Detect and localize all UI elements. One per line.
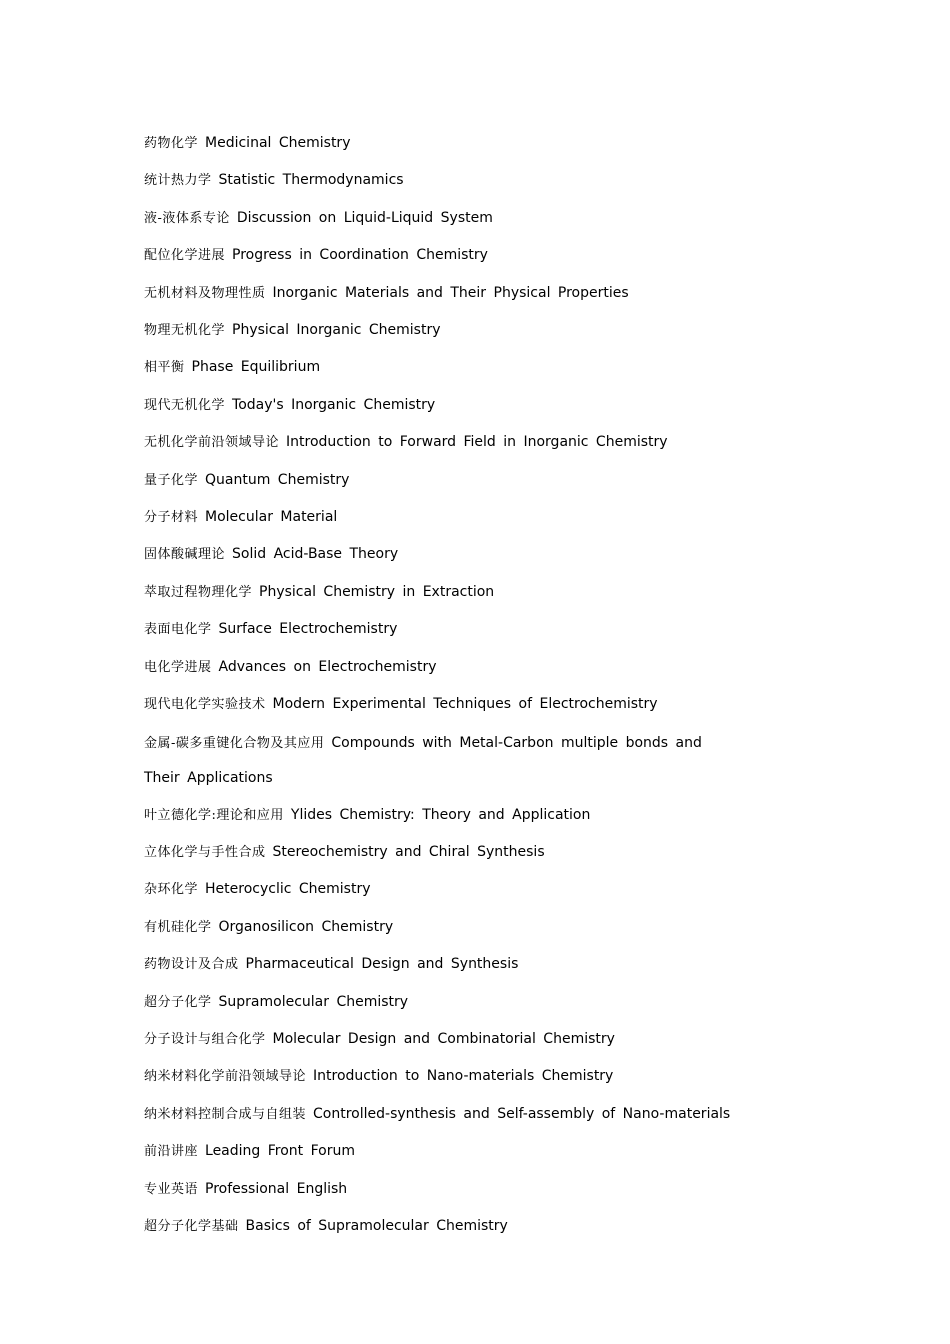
list-item xyxy=(144,1208,734,1245)
term-english: Physical Inorganic Chemistry xyxy=(232,322,441,339)
term-english: Stereochemistry and Chiral Synthesis xyxy=(272,843,545,860)
list-item xyxy=(144,1171,734,1208)
term-english: Compounds with Metal-Carbon multiple bonds and Their Applications xyxy=(144,734,702,786)
list-item xyxy=(144,984,734,1021)
term-chinese: 药物设计及合成 xyxy=(144,957,239,973)
term-chinese: 有机硅化学 xyxy=(144,919,212,935)
term-chinese: 叶立德化学:理论和应用 xyxy=(144,807,284,823)
term-english: Basics of Supramolecular Chemistry xyxy=(245,1217,508,1234)
term-chinese: 相平衡 xyxy=(144,360,185,376)
term-chinese: 萃取过程物理化学 xyxy=(144,584,253,600)
list-item xyxy=(144,724,734,797)
term-chinese: 前沿讲座 xyxy=(144,1144,199,1160)
list-item xyxy=(144,162,734,199)
term-chinese: 纳米材料化学前沿领域导论 xyxy=(144,1069,307,1085)
term-chinese: 电化学进展 xyxy=(144,659,212,675)
term-chinese: 物理无机化学 xyxy=(144,323,226,339)
list-item xyxy=(144,834,734,871)
term-chinese: 液-液体系专论 xyxy=(144,210,230,226)
term-english: Professional English xyxy=(205,1180,348,1197)
term-english: Heterocyclic Chemistry xyxy=(205,881,371,898)
term-chinese: 纳米材料控制合成与自组装 xyxy=(144,1106,307,1122)
list-item xyxy=(144,649,734,686)
list-item xyxy=(144,574,734,611)
term-chinese: 专业英语 xyxy=(144,1181,199,1197)
term-english: Statistic Thermodynamics xyxy=(218,172,404,189)
term-chinese: 超分子化学 xyxy=(144,994,212,1010)
term-english: Modern Experimental Techniques of Electrochemistry xyxy=(272,696,658,713)
term-english: Controlled-synthesis and Self-assembly of Nano-materials xyxy=(313,1105,731,1122)
term-english: Discussion on Liquid-Liquid System xyxy=(236,209,493,226)
list-item xyxy=(144,200,734,237)
term-english: Organosilicon Chemistry xyxy=(218,918,394,935)
term-english: Introduction to Forward Field in Inorganic Chemistry xyxy=(286,434,668,451)
list-item xyxy=(144,349,734,386)
list-item xyxy=(144,686,734,723)
list-item xyxy=(144,909,734,946)
term-chinese: 杂环化学 xyxy=(144,882,199,898)
term-english: Physical Chemistry in Extraction xyxy=(259,583,495,600)
list-item xyxy=(144,312,734,349)
term-english: Leading Front Forum xyxy=(205,1143,355,1160)
term-chinese: 统计热力学 xyxy=(144,173,212,189)
list-item xyxy=(144,1096,734,1133)
list-item xyxy=(144,424,734,461)
term-chinese: 量子化学 xyxy=(144,472,199,488)
term-english: Medicinal Chemistry xyxy=(205,135,351,151)
list-item xyxy=(144,125,734,162)
term-chinese: 超分子化学基础 xyxy=(144,1218,239,1234)
term-chinese: 无机化学前沿领域导论 xyxy=(144,435,280,451)
list-item xyxy=(144,1058,734,1095)
term-english: Molecular Design and Combinatorial Chemistry xyxy=(272,1030,615,1047)
term-english: Advances on Electrochemistry xyxy=(218,658,437,675)
term-chinese: 无机材料及物理性质 xyxy=(144,285,266,301)
term-english: Inorganic Materials and Their Physical Properties xyxy=(272,284,629,301)
list-item xyxy=(144,797,734,834)
term-chinese: 固体酸碱理论 xyxy=(144,547,226,563)
term-english: Ylides Chemistry: Theory and Application xyxy=(290,806,591,823)
term-english: Progress in Coordination Chemistry xyxy=(232,247,488,264)
term-chinese: 分子设计与组合化学 xyxy=(144,1031,266,1047)
term-english: Surface Electrochemistry xyxy=(218,621,398,638)
list-item xyxy=(144,1021,734,1058)
term-chinese: 药物化学 xyxy=(144,136,199,151)
list-item xyxy=(144,871,734,908)
term-english: Pharmaceutical Design and Synthesis xyxy=(245,956,519,973)
term-chinese: 配位化学进展 xyxy=(144,248,226,264)
list-item xyxy=(144,387,734,424)
term-chinese: 金属-碳多重键化合物及其应用 xyxy=(144,735,325,751)
list-item xyxy=(144,536,734,573)
list-item xyxy=(144,1133,734,1170)
course-term-list xyxy=(144,125,734,1245)
term-english: Supramolecular Chemistry xyxy=(218,993,409,1010)
term-chinese: 现代电化学实验技术 xyxy=(144,697,266,713)
list-item xyxy=(144,275,734,312)
term-english: Phase Equilibrium xyxy=(191,359,321,376)
term-english: Introduction to Nano-materials Chemistry xyxy=(313,1068,614,1085)
list-item xyxy=(144,611,734,648)
list-item xyxy=(144,462,734,499)
term-chinese: 表面电化学 xyxy=(144,622,212,638)
term-english: Molecular Material xyxy=(205,509,338,526)
term-chinese: 分子材料 xyxy=(144,510,199,526)
list-item xyxy=(144,499,734,536)
list-item xyxy=(144,946,734,983)
term-english: Quantum Chemistry xyxy=(205,471,350,488)
term-english: Solid Acid-Base Theory xyxy=(232,546,399,563)
list-item xyxy=(144,237,734,274)
term-english: Today's Inorganic Chemistry xyxy=(232,396,436,413)
term-chinese: 立体化学与手性合成 xyxy=(144,844,266,860)
term-chinese: 现代无机化学 xyxy=(144,397,226,413)
